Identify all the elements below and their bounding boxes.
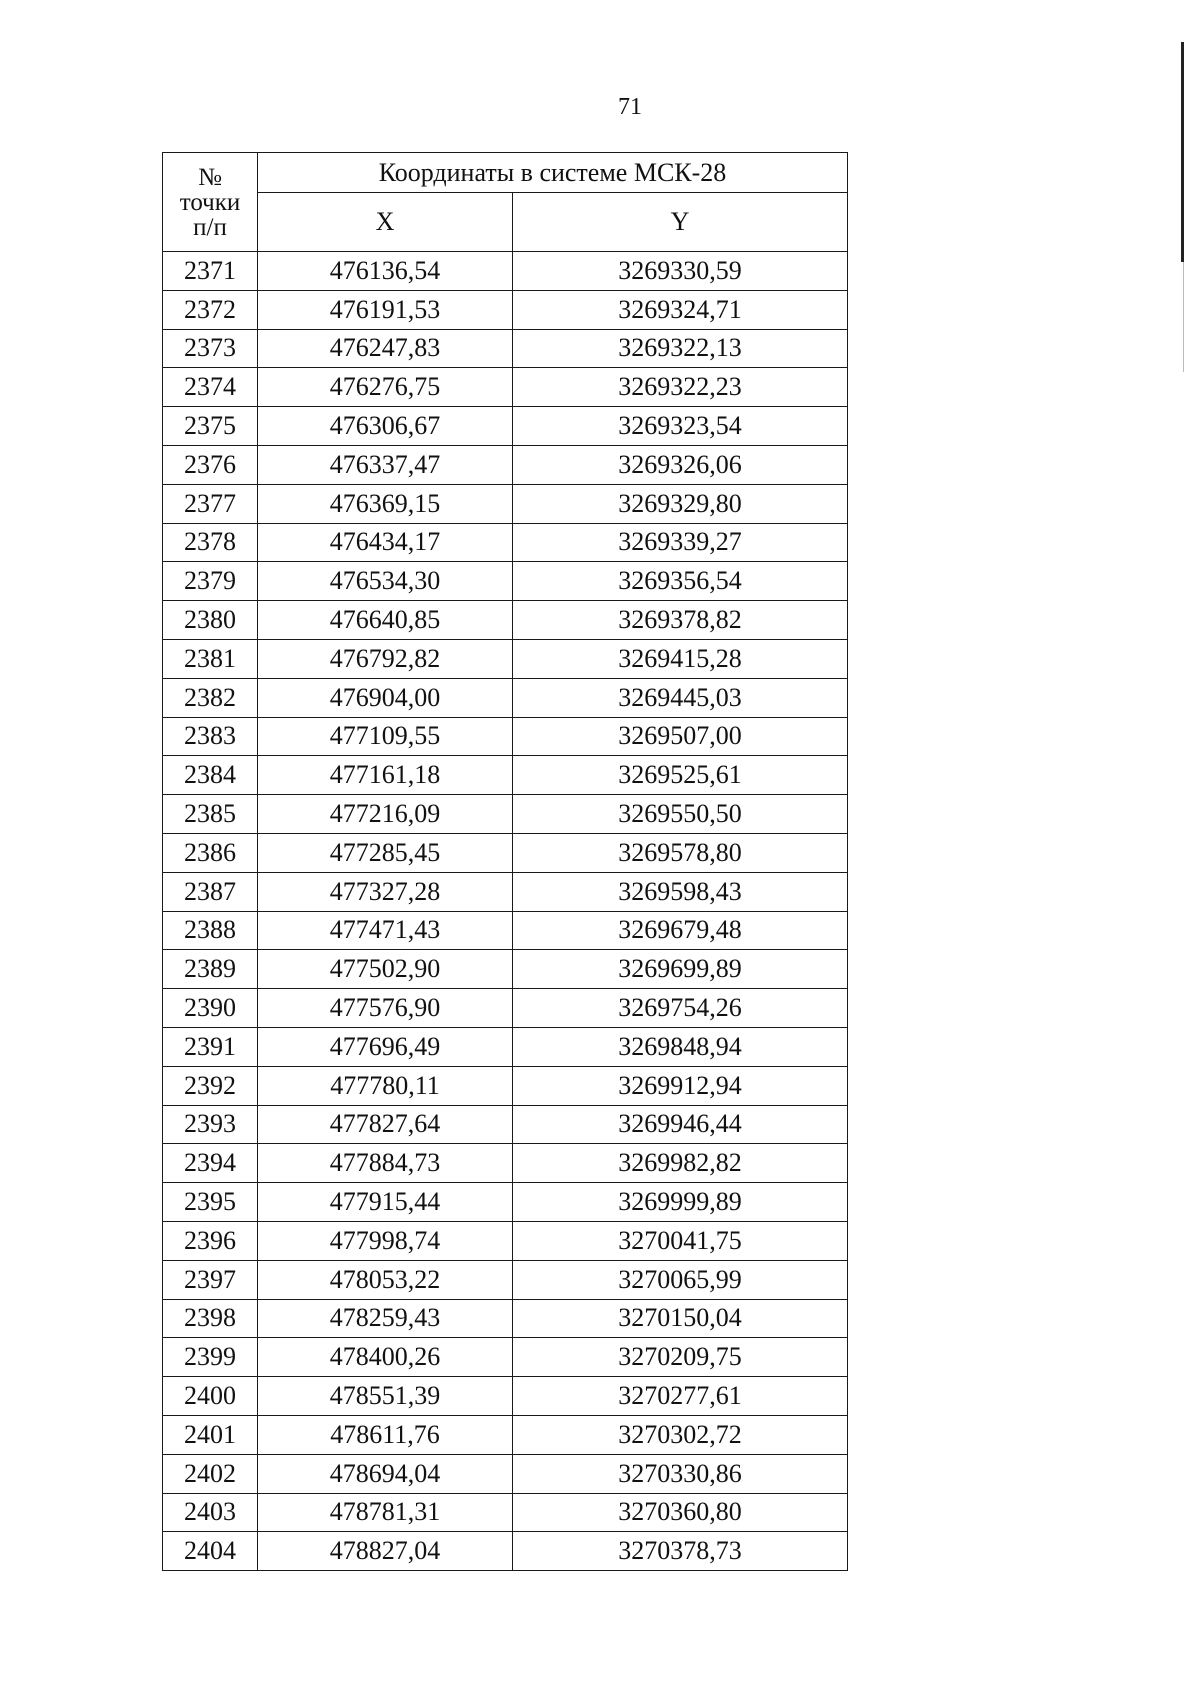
point-number-cell: 2404 [163,1532,258,1571]
point-number-header-line: № [198,163,222,191]
x-coordinate-cell: 477696,49 [258,1027,513,1066]
point-number-cell: 2384 [163,756,258,795]
table-row [163,601,848,640]
x-coordinate-cell: 477884,73 [258,1144,513,1183]
point-number-cell: 2374 [163,368,258,407]
table-row [163,1415,848,1454]
table-row [163,639,848,678]
y-coordinate-cell: 3270330,86 [513,1454,848,1493]
x-coordinate-cell: 476640,85 [258,601,513,640]
x-coordinate-cell: 476434,17 [258,523,513,562]
y-coordinate-cell: 3269356,54 [513,562,848,601]
x-coordinate-cell: 477216,09 [258,795,513,834]
y-coordinate-cell: 3269378,82 [513,601,848,640]
x-coordinate-cell: 477780,11 [258,1066,513,1105]
table-row [163,1027,848,1066]
x-coordinate-cell: 477285,45 [258,833,513,872]
y-coordinate-cell: 3269982,82 [513,1144,848,1183]
table-row [163,717,848,756]
y-coordinate-cell: 3270209,75 [513,1338,848,1377]
point-number-cell: 2398 [163,1299,258,1338]
point-number-cell: 2388 [163,911,258,950]
x-coordinate-cell: 476276,75 [258,368,513,407]
y-coordinate-cell: 3269339,27 [513,523,848,562]
table-row [163,1377,848,1416]
point-number-cell: 2380 [163,601,258,640]
x-coordinate-cell: 477161,18 [258,756,513,795]
y-coordinate-cell: 3269679,48 [513,911,848,950]
x-coordinate-cell: 478259,43 [258,1299,513,1338]
x-coordinate-cell: 478053,22 [258,1260,513,1299]
point-number-cell: 2391 [163,1027,258,1066]
table-row [163,1221,848,1260]
point-number-cell: 2375 [163,407,258,446]
table-row [163,1260,848,1299]
y-coordinate-cell: 3269598,43 [513,872,848,911]
x-coordinate-cell: 476136,54 [258,252,513,291]
x-coordinate-cell: 477327,28 [258,872,513,911]
table-row [163,1532,848,1571]
y-coordinate-cell: 3269578,80 [513,833,848,872]
x-coordinate-cell: 476191,53 [258,290,513,329]
coordinates-system-header: Координаты в системе МСК-28 [258,153,848,193]
table-row [163,1493,848,1532]
y-coordinate-cell: 3269323,54 [513,407,848,446]
x-coordinate-cell: 476337,47 [258,445,513,484]
point-number-cell: 2397 [163,1260,258,1299]
scan-edge-line [1181,42,1184,262]
coordinates-table [162,152,848,1571]
table-row [163,911,848,950]
y-column-header: Y [513,193,848,252]
y-coordinate-cell: 3270150,04 [513,1299,848,1338]
table-row [163,1105,848,1144]
y-coordinate-cell: 3269324,71 [513,290,848,329]
y-coordinate-cell: 3269999,89 [513,1183,848,1222]
point-number-cell: 2390 [163,989,258,1028]
table-row [163,833,848,872]
x-coordinate-cell: 477109,55 [258,717,513,756]
table-row [163,678,848,717]
x-coordinate-cell: 477576,90 [258,989,513,1028]
x-coordinate-cell: 478611,76 [258,1415,513,1454]
table-row [163,368,848,407]
y-coordinate-cell: 3269550,50 [513,795,848,834]
point-number-cell: 2403 [163,1493,258,1532]
table-body [163,252,848,1571]
point-number-header-line: п/п [193,213,227,241]
point-number-cell: 2382 [163,678,258,717]
x-coordinate-cell: 478827,04 [258,1532,513,1571]
y-coordinate-cell: 3269322,13 [513,329,848,368]
y-coordinate-cell: 3269525,61 [513,756,848,795]
point-number-cell: 2394 [163,1144,258,1183]
x-coordinate-cell: 478694,04 [258,1454,513,1493]
x-coordinate-cell: 478781,31 [258,1493,513,1532]
x-coordinate-cell: 478551,39 [258,1377,513,1416]
y-coordinate-cell: 3269754,26 [513,989,848,1028]
table-row [163,1299,848,1338]
table-row [163,290,848,329]
table-row [163,484,848,523]
x-coordinate-cell: 477998,74 [258,1221,513,1260]
x-coordinate-cell: 477502,90 [258,950,513,989]
table-row [163,562,848,601]
y-coordinate-cell: 3269326,06 [513,445,848,484]
table-row [163,1338,848,1377]
table-row [163,523,848,562]
y-coordinate-cell: 3269946,44 [513,1105,848,1144]
table-row [163,407,848,446]
x-coordinate-cell: 476904,00 [258,678,513,717]
table-row [163,872,848,911]
scan-edge-line-faint [1183,262,1184,372]
x-column-header: X [258,193,513,252]
table-row [163,1183,848,1222]
point-number-cell: 2378 [163,523,258,562]
y-coordinate-cell: 3269322,23 [513,368,848,407]
table-row [163,950,848,989]
table-row [163,329,848,368]
x-coordinate-cell: 476534,30 [258,562,513,601]
table-row [163,445,848,484]
table-row [163,1144,848,1183]
point-number-cell: 2383 [163,717,258,756]
point-number-cell: 2379 [163,562,258,601]
point-number-cell: 2393 [163,1105,258,1144]
y-coordinate-cell: 3270065,99 [513,1260,848,1299]
point-number-header [163,153,258,252]
point-number-cell: 2386 [163,833,258,872]
x-coordinate-cell: 476306,67 [258,407,513,446]
y-coordinate-cell: 3270360,80 [513,1493,848,1532]
point-number-cell: 2399 [163,1338,258,1377]
y-coordinate-cell: 3269445,03 [513,678,848,717]
y-coordinate-cell: 3269330,59 [513,252,848,291]
point-number-cell: 2372 [163,290,258,329]
x-coordinate-cell: 478400,26 [258,1338,513,1377]
point-number-cell: 2392 [163,1066,258,1105]
x-coordinate-cell: 476792,82 [258,639,513,678]
table-row [163,756,848,795]
table-row [163,795,848,834]
table-header [163,153,848,252]
point-number-cell: 2387 [163,872,258,911]
point-number-cell: 2377 [163,484,258,523]
y-coordinate-cell: 3270378,73 [513,1532,848,1571]
table-row [163,252,848,291]
point-number-cell: 2376 [163,445,258,484]
y-coordinate-cell: 3269329,80 [513,484,848,523]
y-coordinate-cell: 3270302,72 [513,1415,848,1454]
x-coordinate-cell: 477471,43 [258,911,513,950]
point-number-cell: 2385 [163,795,258,834]
x-coordinate-cell: 477827,64 [258,1105,513,1144]
x-coordinate-cell: 477915,44 [258,1183,513,1222]
point-number-cell: 2389 [163,950,258,989]
table-row [163,1066,848,1105]
y-coordinate-cell: 3269507,00 [513,717,848,756]
point-number-cell: 2402 [163,1454,258,1493]
page-number: 71 [618,94,642,120]
y-coordinate-cell: 3270041,75 [513,1221,848,1260]
table-row [163,989,848,1028]
x-coordinate-cell: 476369,15 [258,484,513,523]
point-number-header-line: точки [179,188,241,216]
point-number-cell: 2395 [163,1183,258,1222]
x-coordinate-cell: 476247,83 [258,329,513,368]
point-number-cell: 2381 [163,639,258,678]
y-coordinate-cell: 3269699,89 [513,950,848,989]
point-number-cell: 2396 [163,1221,258,1260]
point-number-cell: 2371 [163,252,258,291]
y-coordinate-cell: 3269415,28 [513,639,848,678]
y-coordinate-cell: 3269912,94 [513,1066,848,1105]
point-number-cell: 2401 [163,1415,258,1454]
point-number-cell: 2373 [163,329,258,368]
y-coordinate-cell: 3269848,94 [513,1027,848,1066]
table-row [163,1454,848,1493]
y-coordinate-cell: 3270277,61 [513,1377,848,1416]
point-number-cell: 2400 [163,1377,258,1416]
